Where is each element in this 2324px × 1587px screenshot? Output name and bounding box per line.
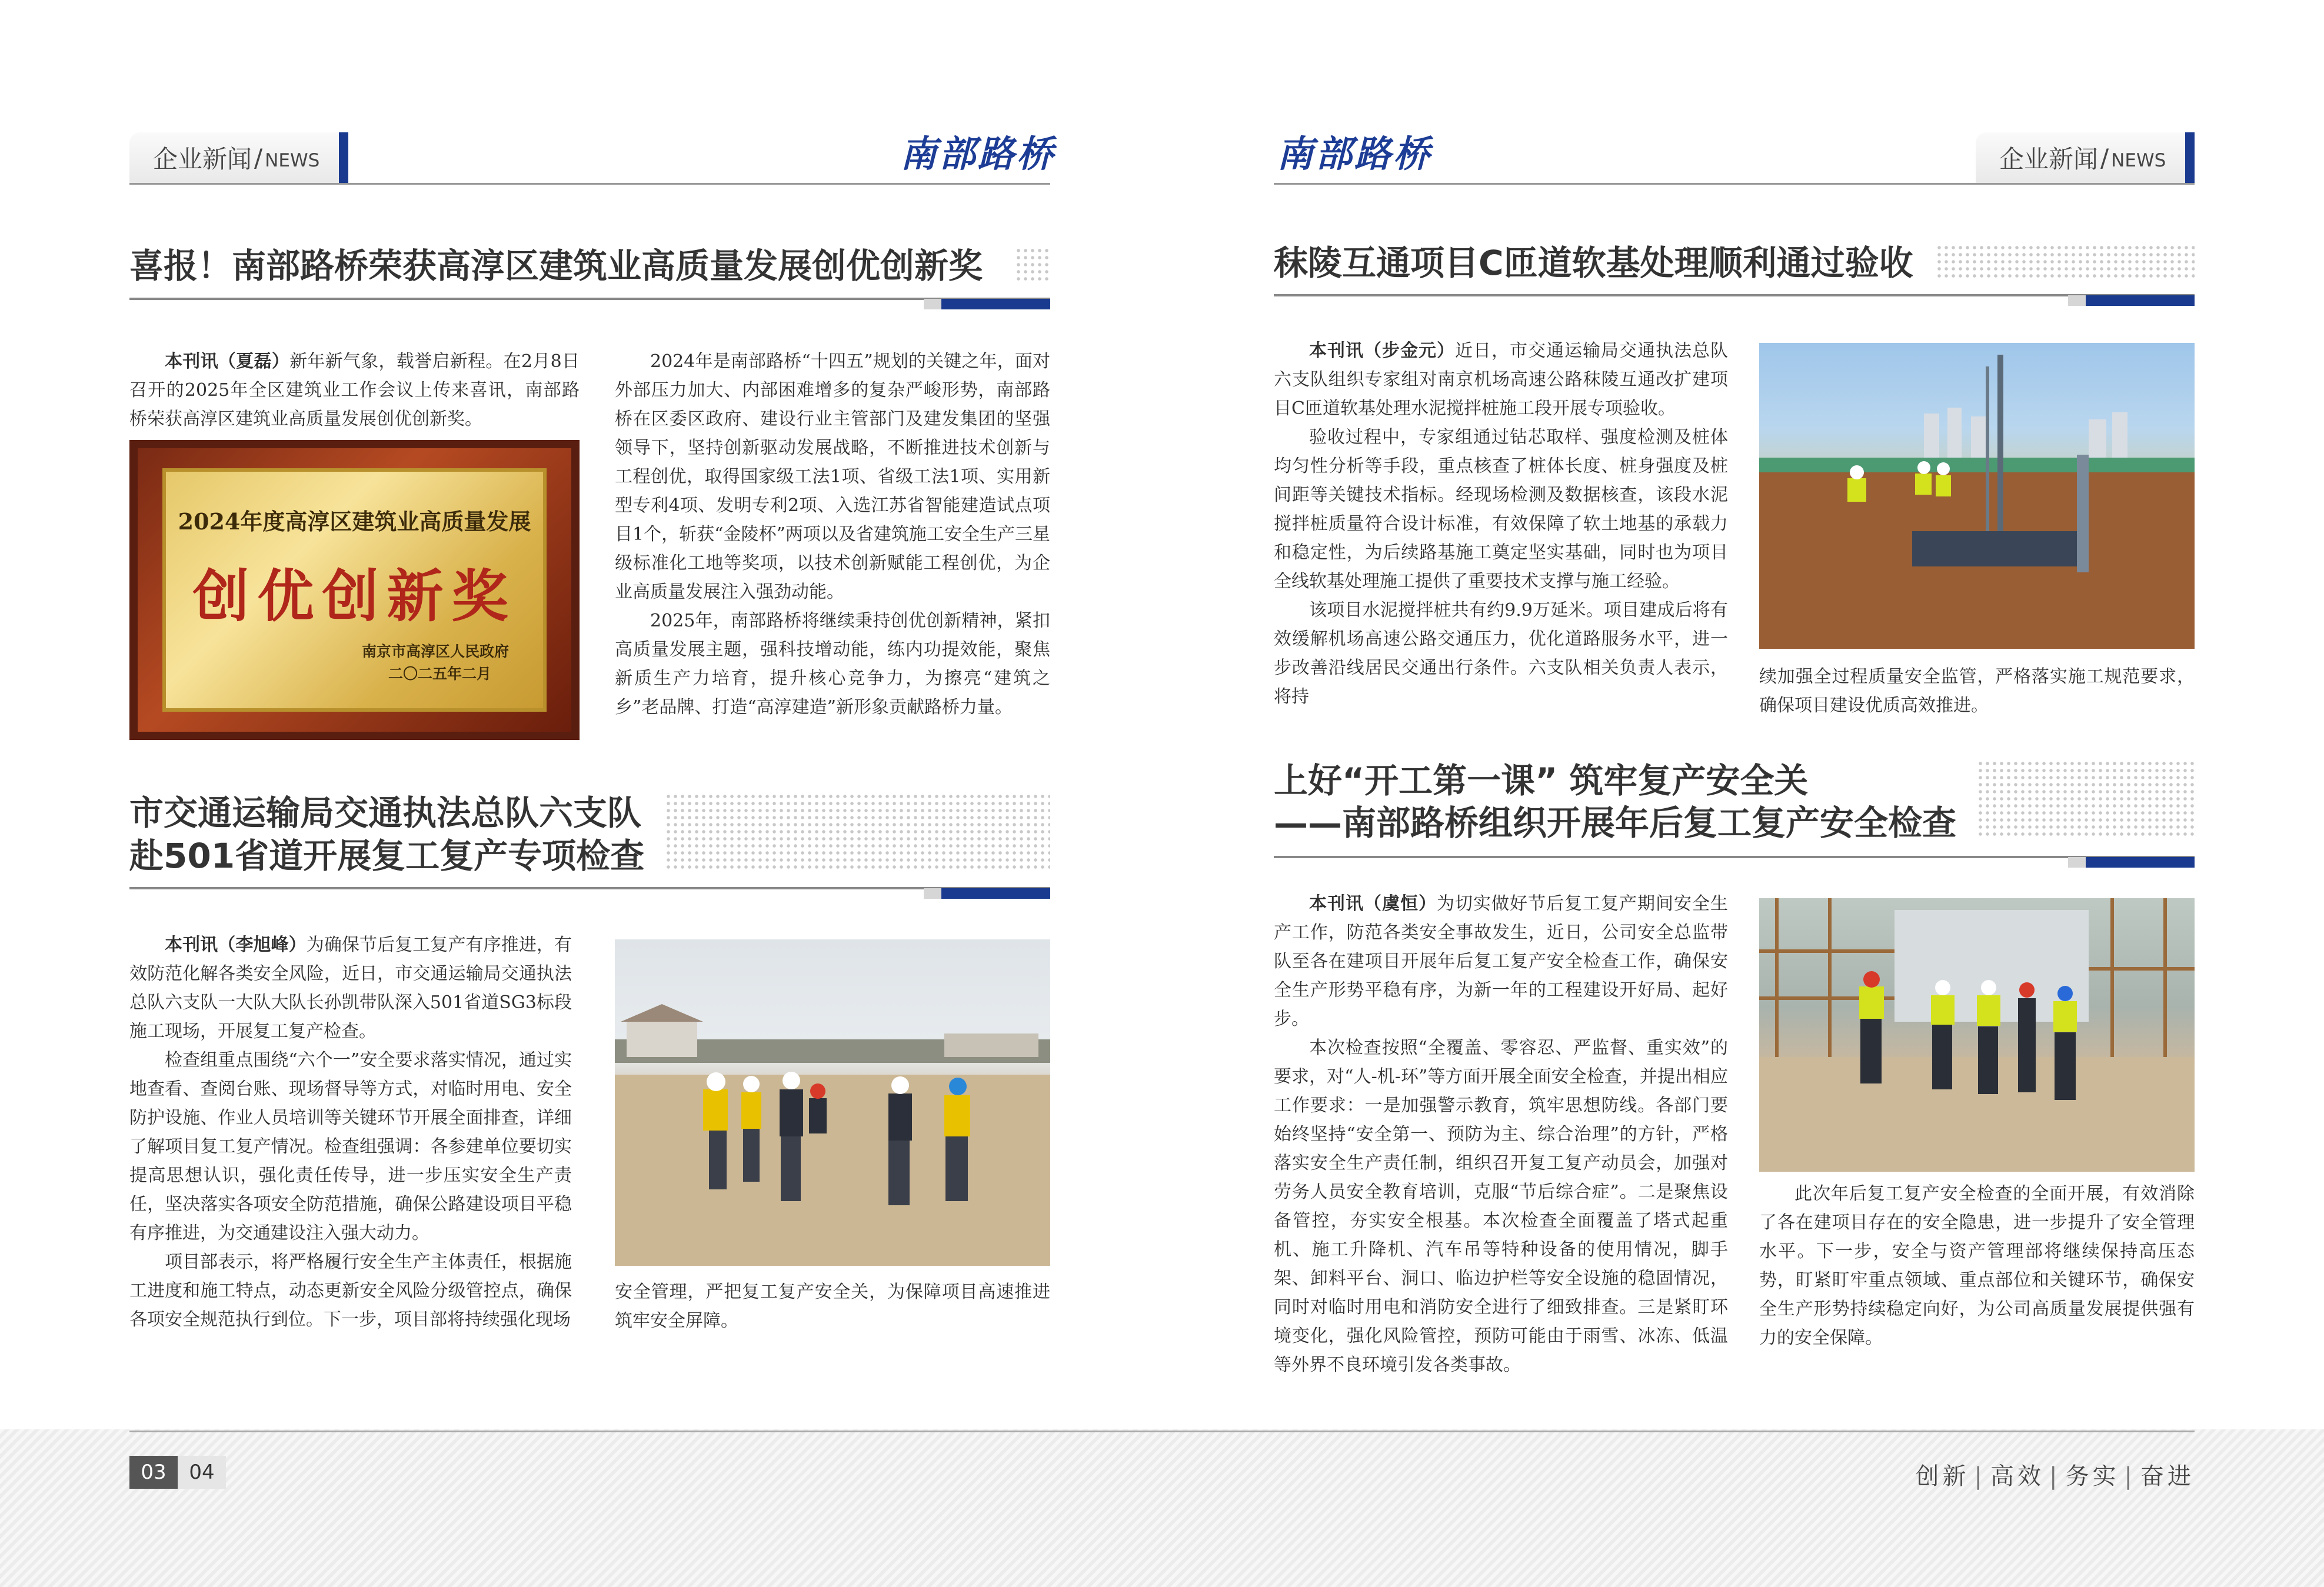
underline-blue <box>941 299 1050 309</box>
article3-col2: 续加强全过程质量安全监管，严格落实施工规范要求，确保项目建设优质高效推进。 <box>1759 666 2195 716</box>
footer-rule <box>129 1431 2195 1432</box>
article1-title: 喜报！南部路桥荣获高淳区建筑业高质量发展创优创新奖 <box>129 246 983 286</box>
section-label-en: NEWS <box>2111 150 2166 171</box>
title-dot-pattern <box>1015 247 1051 284</box>
section-tab-right: 企业新闻 / NEWS <box>1976 132 2195 183</box>
header-rule-left <box>129 183 1050 185</box>
title-dot-pattern <box>1977 760 2195 839</box>
article4-col1: 本刊讯（虞恒）为切实做好节后复工复产期间安全生产工作，防范各类安全事故发生，近日，公司安全总监带队至各在建项目开展年后复工复产安全检查工作，确保安全生产形势平稳有序，为新一年的工程建设开好局、起好步。 本次检查按照“全覆盖、零容忍、严监督、重实效”的要求，对“人-机-环”等方面开展全面安全检查，并提出相应工作要求：一是加强警示教育，筑牢思想防线。各部门要始终坚持“安全第一、预防为主、综合治理”的方针，严格落实安全生产责任制，组织召开复工复产动员会，加强对劳务人员安全教育培训，克服“节后综合症”。二是聚焦设备管控，夯实安全根基。本次检查全面覆盖了塔式起重机、施工升降机、汽车吊等特种设备的使用情况，脚手架、卸料平台、洞口、临边护栏等安全设施的稳固情况，同时对临时用电和消防安全进行了细致排查。三是紧盯环境变化，强化风险管控，预防可能由于雨雪、冰冻、低温等外界不良环境引发各类事故。 <box>1274 893 1728 1375</box>
title-underline <box>1274 294 2195 296</box>
title-underline <box>1274 856 2195 858</box>
underline-grey <box>924 299 941 309</box>
underline-grey <box>924 888 941 899</box>
article3-title: 秣陵互通项目C匝道软基处理顺利通过验收 <box>1274 243 1913 283</box>
page-number-current: 03 <box>129 1456 178 1489</box>
underline-blue <box>941 888 1050 899</box>
plaque-date: 二〇二五年二月 <box>388 665 491 682</box>
section-label-cn: 企业新闻 <box>153 145 252 174</box>
article2-title-line2: 赴501省道开展复工复产专项检查 <box>129 836 645 876</box>
photo-scene <box>1759 898 2195 1172</box>
plaque-title: 2024年度高淳区建筑业高质量发展 <box>178 508 531 535</box>
section-tab-left: 企业新闻 / NEWS <box>129 132 348 183</box>
article2-col1: 本刊讯（李旭峰）为确保节后复工复产有序推进，有效防范化解各类安全风险，近日，市交通运输局交通执法总队六支队一大队大队长孙凯带队深入501省道SG3标段施工现场，开展复工复产检查。 检查组重点围绕“六个一”安全要求落实情况，通过实地查看、查阅台账、现场督导等方式，对临时用电、安全防护设施、作业人员培训等关键环节开展全面排查，详细了解项目复工复产情况。检查组强调：各参建单位要切实提高思想认识，强化责任传导，进一步压实安全生产责任，坚决落实各项安全防范措施，确保公路建设项目平稳有序推进，为交通建设注入强大动力。 项目部表示，将严格履行安全生产主体责任，根据施工进度和施工特点，动态更新安全风险分级管控点，确保各项安全规范执行到位。下一步，项目部将持续强化现场 <box>129 935 572 1330</box>
footer-background <box>0 1429 2324 1587</box>
award-plaque-photo <box>129 440 580 740</box>
plaque-award: 创优创新奖 <box>192 563 517 629</box>
underline-grey <box>2068 857 2086 868</box>
header-rule-right <box>1274 183 2195 185</box>
company-logo-right: 南部路桥 <box>1277 132 1433 175</box>
title-dot-pattern <box>1936 244 2195 281</box>
article4-col2: 此次年后复工复产安全检查的全面开展，有效消除了各在建项目存在的安全隐患，进一步提升了安全管理水平。下一步，安全与资产管理部将继续保持高压态势，盯紧盯牢重点领域、重点部位和关键环节，确保安全生产形势持续稳定向好，为公司高质量发展提供强有力的安全保障。 <box>1759 1183 2195 1348</box>
section-label-en: NEWS <box>265 150 320 171</box>
photo-scene <box>1759 343 2195 649</box>
tab-accent <box>339 132 348 183</box>
article3-col1: 本刊讯（步金元）近日，市交通运输局交通执法总队六支队组织专家组对南京机场高速公路秣陵互通改扩建项目C匝道软基处理水泥搅拌桩施工段开展专项验收。 验收过程中，专家组通过钻芯取样、强度检测及桩体均匀性分析等手段，重点核查了桩体长度、桩身强度及桩间距等关键技术指标。经现场检测及数据核查，该段水泥搅拌桩质量符合设计标准，有效保障了软土地基的承载力和稳定性，为后续路基施工奠定坚实基础，同时也为项目全线软基处理施工提供了重要技术支撑与施工经验。 该项目水泥搅拌桩共有约9.9万延米。项目建成后将有效缓解机场高速公路交通压力，优化道路服务水平，进一步改善沿线居民交通出行条件。六支队相关负责人表示，将持 <box>1274 341 1728 707</box>
underline-grey <box>2068 295 2086 306</box>
pile-drilling-photo <box>1759 343 2195 649</box>
underline-blue <box>2086 295 2195 306</box>
title-underline <box>129 887 1050 889</box>
company-logo-left: 南部路桥 <box>900 132 1056 175</box>
title-underline <box>129 298 1050 300</box>
article4-title-line1: 上好“开工第一课” 筑牢复产安全关 <box>1274 761 1809 801</box>
section-label-cn: 企业新闻 <box>1999 145 2099 174</box>
page-number-next: 04 <box>178 1456 226 1489</box>
footer-slogan: 创新 | 高效 | 务实 | 奋进 <box>1915 1463 2195 1490</box>
photo-scene <box>615 939 1050 1266</box>
article4-title-line2: ——南部路桥组织开展年后复工复产安全检查 <box>1274 803 1957 843</box>
article1-col1: 本刊讯（夏磊）新年新气象，载誉启新程。在2月8日召开的2025年全区建筑业工作会议上传来喜讯，南部路桥荣获高淳区建筑业高质量发展创优创新奖。 <box>129 351 580 429</box>
tab-accent <box>2185 132 2195 183</box>
underline-blue <box>2086 857 2195 868</box>
article2-title-line1: 市交通运输局交通执法总队六支队 <box>129 793 642 833</box>
title-dot-pattern <box>665 793 1050 872</box>
article1-col2: 2024年是南部路桥“十四五”规划的关键之年，面对外部压力加大、内部困难增多的复杂严峻形势，南部路桥在区委区政府、建设行业主管部门及建发集团的坚强领导下，坚持创新驱动发展战略，不断推进技术创新与工程创优，取得国家级工法1项、省级工法1项、实用新型专利4项、发明专利2项、入选江苏省智能建造试点项目1个，斩获“金陵杯”两项以及省建筑施工安全生产三星级标准化工地等奖项，以技术创新赋能工程创优，为企业高质量发展注入强劲动能。 2025年，南部路桥将继续秉持创优创新精神，紧扣高质量发展主题，强科技增动能，练内功提效能，聚焦新质生产力培育，提升核心竞争力，为擦亮“建筑之乡”老品牌、打造“高淳建造”新形象贡献路桥力量。 <box>615 351 1050 718</box>
article2-col2: 安全管理，严把复工复产安全关，为保障项目高速推进筑牢安全屏障。 <box>615 1282 1050 1331</box>
inspection-site-photo <box>615 939 1050 1266</box>
safety-check-photo <box>1759 898 2195 1172</box>
plaque-issuer: 南京市高淳区人民政府 <box>361 643 509 660</box>
